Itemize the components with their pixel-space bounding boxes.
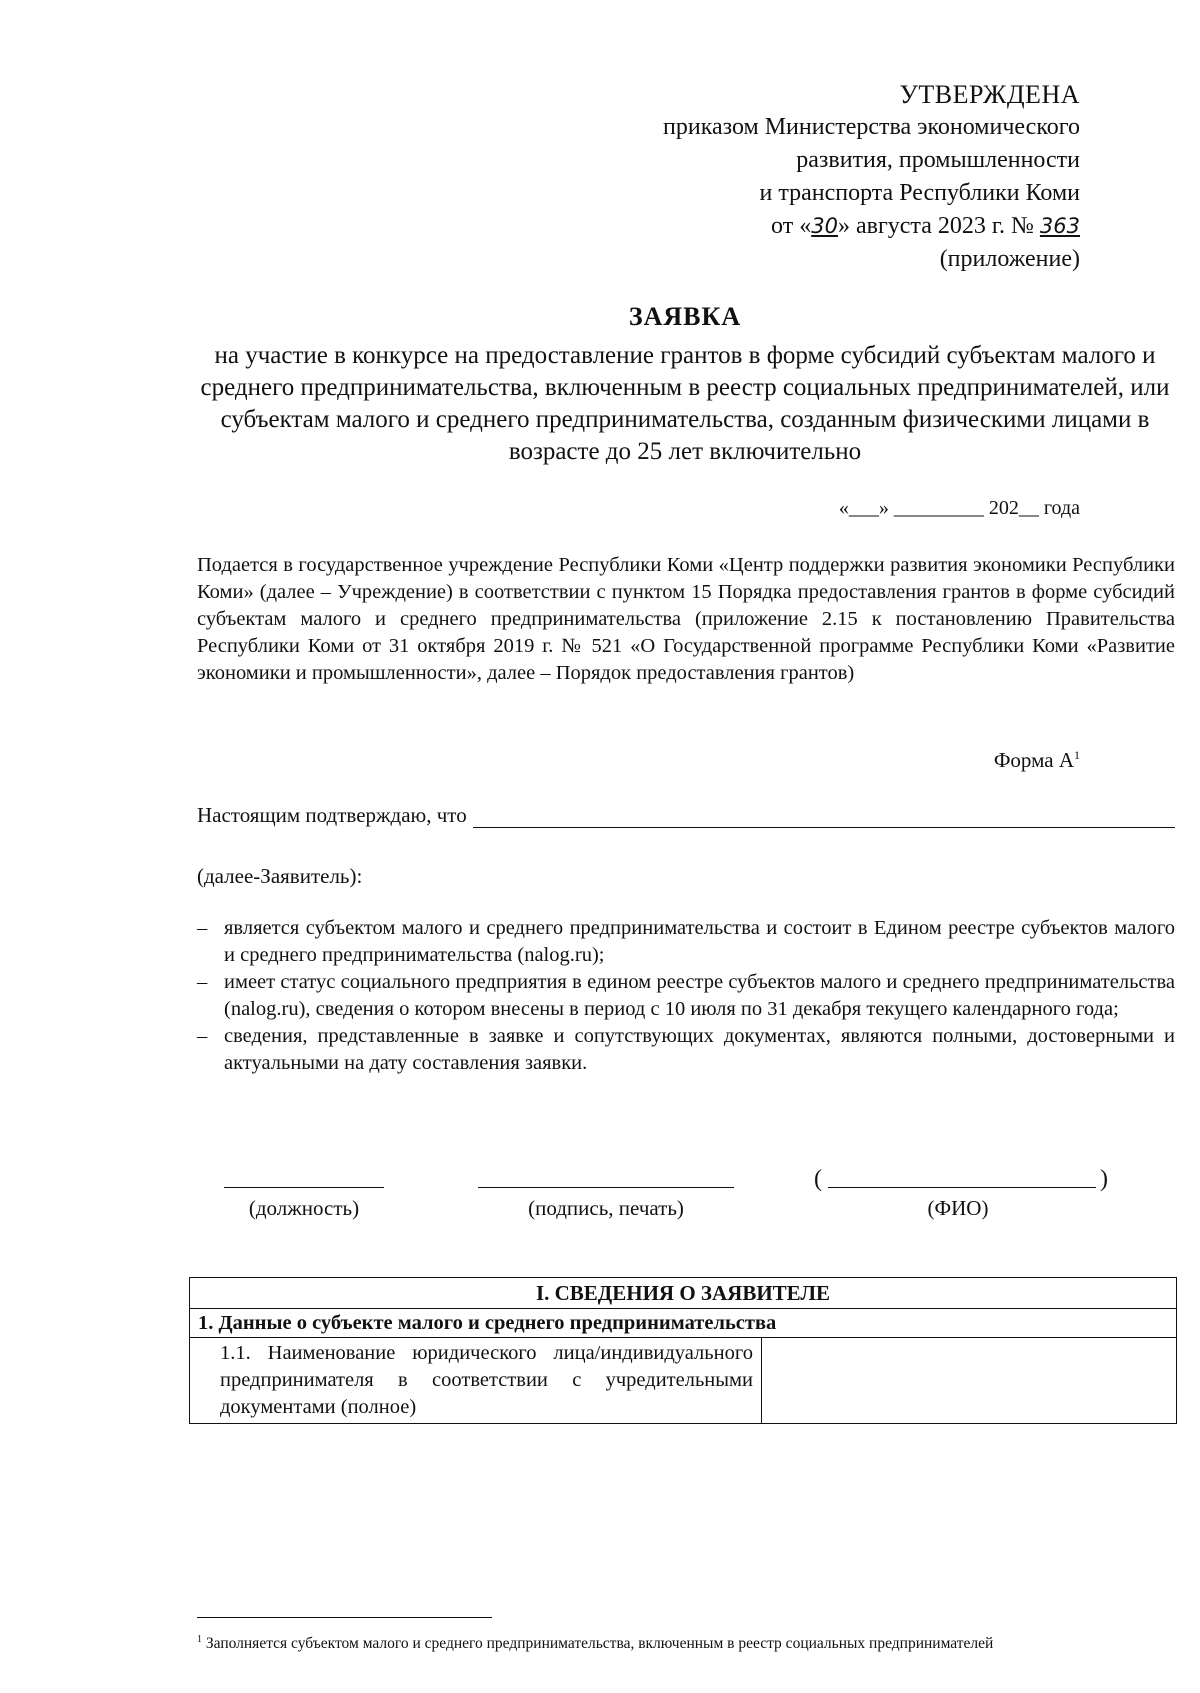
confirm-line xyxy=(197,803,1175,828)
list-item-text: сведения, представленные в заявке и сопутствующих документах, являются полными, достоверными и актуальными на дату составления заявки. xyxy=(224,1025,1175,1074)
form-footnote-mark: 1 xyxy=(1074,748,1080,762)
applicant-info-table xyxy=(189,1277,1177,1424)
approval-note: (приложение) xyxy=(939,246,1080,272)
footnote-divider xyxy=(197,1617,492,1618)
list-item xyxy=(197,915,1175,969)
form-label-text: Форма А xyxy=(993,748,1074,772)
approval-date-suffix: » августа 2023 г. № xyxy=(837,213,1034,239)
field-value-cell[interactable] xyxy=(762,1338,1177,1424)
list-item xyxy=(197,1023,1175,1077)
application-date-line: «___» _________ 202__ года xyxy=(838,497,1080,519)
table-row xyxy=(190,1338,1177,1424)
intro-paragraph: Подается в государственное учреждение Республики Коми «Центр поддержки развития экономики Республики Коми» (далее – Учреждение) в соответствии с пунктом 15 Порядка предоставления грантов в форме субсидий субъектам малого и среднего предпринимательства (приложение 2.15 к постановлению Правительства Республики Коми от 31 октября 2019 г. № 521 «О Государственной программе Республики Коми «Развитие экономики и промышленности», далее – Порядок предоставления грантов) xyxy=(197,554,1175,684)
position-caption: (должность) xyxy=(248,1196,360,1220)
approval-stamp-block xyxy=(663,78,1080,276)
signature-line[interactable] xyxy=(478,1187,734,1188)
table-row xyxy=(190,1309,1177,1338)
approval-line-3: и транспорта Республики Коми xyxy=(759,180,1080,206)
fio-signature-line[interactable] xyxy=(828,1187,1096,1188)
list-dash: – xyxy=(197,971,208,993)
document-subtitle: на участие в конкурсе на предоставление грантов в форме субсидий субъектам малого и среднего предпринимательства, включенным в реестр социальных предпринимателей, или субъектам малого и среднего предпринимательства, созданным физическими лицами в возрасте до 25 лет включительно xyxy=(200,342,1170,465)
fio-caption: (ФИО) xyxy=(927,1196,989,1220)
footnote-text: Заполняется субъектом малого и среднего предпринимательства, включенным в реестр социальных предпринимателей xyxy=(205,1635,994,1653)
applicant-name-blank[interactable] xyxy=(473,805,1175,828)
fio-close-paren: ) xyxy=(1100,1166,1108,1192)
footnote-mark: 1 xyxy=(197,1634,202,1645)
fio-open-paren: ( xyxy=(814,1166,822,1192)
list-item xyxy=(197,969,1175,1023)
confirm-label: Настоящим подтверждаю, что xyxy=(197,803,467,827)
list-item-text: является субъектом малого и среднего предпринимательства и состоит в Едином реестре субъектов малого и среднего предпринимательства (nalog.ru); xyxy=(224,917,1175,966)
position-signature-line[interactable] xyxy=(224,1187,384,1188)
approval-date-line xyxy=(663,210,1080,243)
approval-date-day: 30 xyxy=(811,214,838,238)
section-title-cell: I. СВЕДЕНИЯ О ЗАЯВИТЕЛЕ xyxy=(190,1278,1177,1309)
form-label xyxy=(994,748,1080,773)
field-label-cell: 1.1. Наименование юридического лица/индивидуального предпринимателя в соответствии с учредительными документами (полное) xyxy=(190,1338,762,1424)
signature-caption: (подпись, печать) xyxy=(528,1196,684,1220)
document-title: ЗАЯВКА xyxy=(628,302,742,331)
list-item-text: имеет статус социального предприятия в едином реестре субъектов малого и среднего предпринимательства (nalog.ru), сведения о котором внесены в период с 10 июля по 31 декабря текущего календарного года; xyxy=(224,971,1175,1020)
approval-line-1: приказом Министерства экономического xyxy=(663,114,1080,140)
approval-order-number: 363 xyxy=(1039,214,1080,238)
list-dash: – xyxy=(197,917,208,939)
subsection-title-cell: 1. Данные о субъекте малого и среднего предпринимательства xyxy=(190,1309,1177,1338)
list-dash: – xyxy=(197,1025,208,1047)
confirmation-list xyxy=(197,915,1175,1077)
approval-line-2: развития, промышленности xyxy=(796,147,1080,173)
approval-title: УТВЕРЖДЕНА xyxy=(899,80,1080,109)
approval-date-prefix: от « xyxy=(771,213,812,239)
table-row xyxy=(190,1278,1177,1309)
footnote xyxy=(197,1628,1175,1655)
applicant-label: (далее-Заявитель): xyxy=(197,864,363,888)
